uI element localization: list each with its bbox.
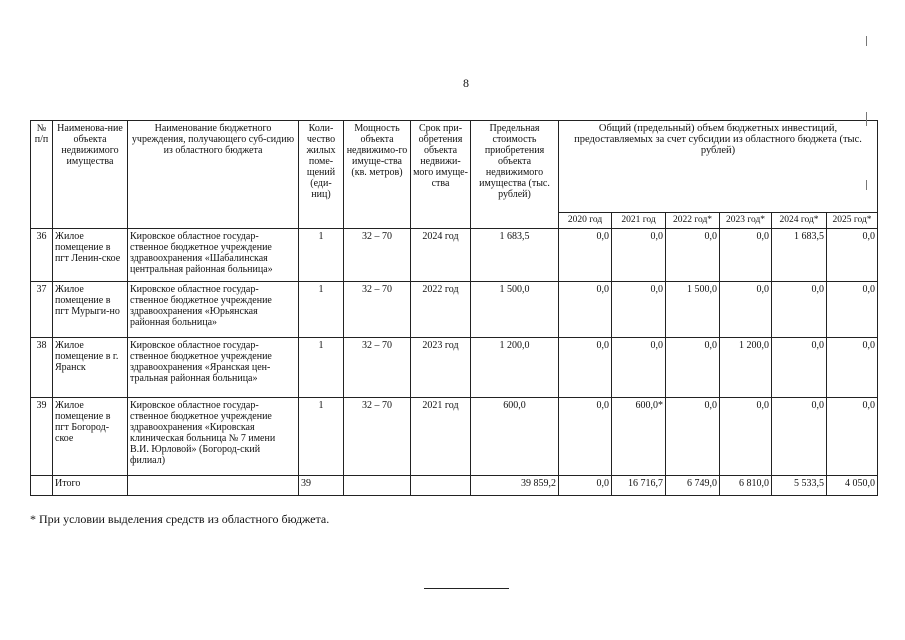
total-2021: 16 716,7 [612, 476, 666, 496]
cell-institution [128, 476, 299, 496]
cell-2025: 0,0 [827, 398, 878, 476]
cell-2023: 1 200,0 [720, 338, 772, 398]
cell-2024: 0,0 [772, 282, 827, 338]
cell-term: 2023 год [411, 338, 471, 398]
cell-count: 1 [299, 338, 344, 398]
cell-2023: 0,0 [720, 229, 772, 282]
total-2022: 6 749,0 [666, 476, 720, 496]
footer-divider [424, 588, 509, 589]
cell-capacity: 32 – 70 [344, 338, 411, 398]
table-row [31, 229, 878, 282]
cell-2022: 0,0 [666, 398, 720, 476]
cell-2020: 0,0 [559, 338, 612, 398]
header-year-2022: 2022 год* [666, 213, 720, 229]
cell-object: Жилое помещение в пгт Ленин-ское [53, 229, 128, 282]
cell-no: 39 [31, 398, 53, 476]
header-capacity: Мощность объекта недвижимо-го имуще-ства (кв. метров) [344, 121, 411, 229]
header-year-2020: 2020 год [559, 213, 612, 229]
cell-2022: 0,0 [666, 338, 720, 398]
cell-institution: Кировское областное государ-ственное бюджетное учреждение здравоохранения «Яранская цен-тральная районная больница» [128, 338, 299, 398]
cell-term: 2024 год [411, 229, 471, 282]
cell-2022: 1 500,0 [666, 282, 720, 338]
cell-2021: 0,0 [612, 338, 666, 398]
total-row [31, 476, 878, 496]
cell-no: 37 [31, 282, 53, 338]
cell-term: 2021 год [411, 398, 471, 476]
cell-2025: 0,0 [827, 229, 878, 282]
cell-2020: 0,0 [559, 282, 612, 338]
header-year-2024: 2024 год* [772, 213, 827, 229]
cell-no: 38 [31, 338, 53, 398]
scan-edge-mark [866, 112, 867, 126]
cell-object: Жилое помещение в пгт Мурыги-но [53, 282, 128, 338]
header-institution: Наименование бюджетного учреждения, получающего суб-сидию из областного бюджета [128, 121, 299, 229]
cell-2023: 0,0 [720, 282, 772, 338]
cell-2021: 600,0* [612, 398, 666, 476]
table-row [31, 338, 878, 398]
scan-edge-mark [866, 36, 867, 46]
header-term: Срок при-обретения объекта недвижи-мого имуще-ства [411, 121, 471, 229]
cell-cost: 1 500,0 [471, 282, 559, 338]
scan-edge-mark [866, 180, 867, 190]
cell-2024: 0,0 [772, 398, 827, 476]
cell-2020: 0,0 [559, 229, 612, 282]
cell-2023: 0,0 [720, 398, 772, 476]
footnote: * При условии выделения средств из областного бюджета. [30, 512, 330, 526]
cell-institution: Кировское областное государ-ственное бюджетное учреждение здравоохранения «Шабалинская центральная районная больница» [128, 229, 299, 282]
cell-2025: 0,0 [827, 338, 878, 398]
cell-term: 2022 год [411, 282, 471, 338]
cell-count: 1 [299, 229, 344, 282]
cell-capacity: 32 – 70 [344, 229, 411, 282]
cell-count: 1 [299, 398, 344, 476]
header-cost: Предельная стоимость приобретения объекта недвижимого имущества (тыс. рублей) [471, 121, 559, 229]
cell-object: Жилое помещение в пгт Богород-ское [53, 398, 128, 476]
total-2023: 6 810,0 [720, 476, 772, 496]
cell-cost: 1 200,0 [471, 338, 559, 398]
header-no: № п/п [31, 121, 53, 229]
cell-2022: 0,0 [666, 229, 720, 282]
cell-2025: 0,0 [827, 282, 878, 338]
cell-capacity: 32 – 70 [344, 282, 411, 338]
header-object: Наименова-ние объекта недвижимого имущества [53, 121, 128, 229]
total-2025: 4 050,0 [827, 476, 878, 496]
investment-table [30, 120, 878, 496]
header-total-invest: Общий (предельный) объем бюджетных инвестиций, предоставляемых за счет субсидии из областного бюджета (тыс. рублей) [559, 121, 878, 213]
cell-capacity [344, 476, 411, 496]
cell-2021: 0,0 [612, 282, 666, 338]
page-number: 8 [463, 76, 469, 90]
total-2020: 0,0 [559, 476, 612, 496]
cell-cost: 600,0 [471, 398, 559, 476]
cell-no: 36 [31, 229, 53, 282]
cell-2024: 1 683,5 [772, 229, 827, 282]
total-count: 39 [299, 476, 344, 496]
total-cost: 39 859,2 [471, 476, 559, 496]
cell-no [31, 476, 53, 496]
cell-institution: Кировское областное государ-ственное бюджетное учреждение здравоохранения «Кировская клиническая больница № 7 имени В.И. Юрловой» (Богород-ский филиал) [128, 398, 299, 476]
total-label: Итого [53, 476, 128, 496]
table-row [31, 398, 878, 476]
cell-cost: 1 683,5 [471, 229, 559, 282]
cell-capacity: 32 – 70 [344, 398, 411, 476]
cell-2021: 0,0 [612, 229, 666, 282]
cell-term [411, 476, 471, 496]
table-row [31, 282, 878, 338]
cell-institution: Кировское областное государ-ственное бюджетное учреждение здравоохранения «Юрьянская районная больница» [128, 282, 299, 338]
cell-count: 1 [299, 282, 344, 338]
cell-2020: 0,0 [559, 398, 612, 476]
header-year-2021: 2021 год [612, 213, 666, 229]
total-2024: 5 533,5 [772, 476, 827, 496]
header-year-2023: 2023 год* [720, 213, 772, 229]
cell-2024: 0,0 [772, 338, 827, 398]
header-year-2025: 2025 год* [827, 213, 878, 229]
header-count: Коли-чество жилых поме-щений (еди-ниц) [299, 121, 344, 229]
cell-object: Жилое помещение в г. Яранск [53, 338, 128, 398]
